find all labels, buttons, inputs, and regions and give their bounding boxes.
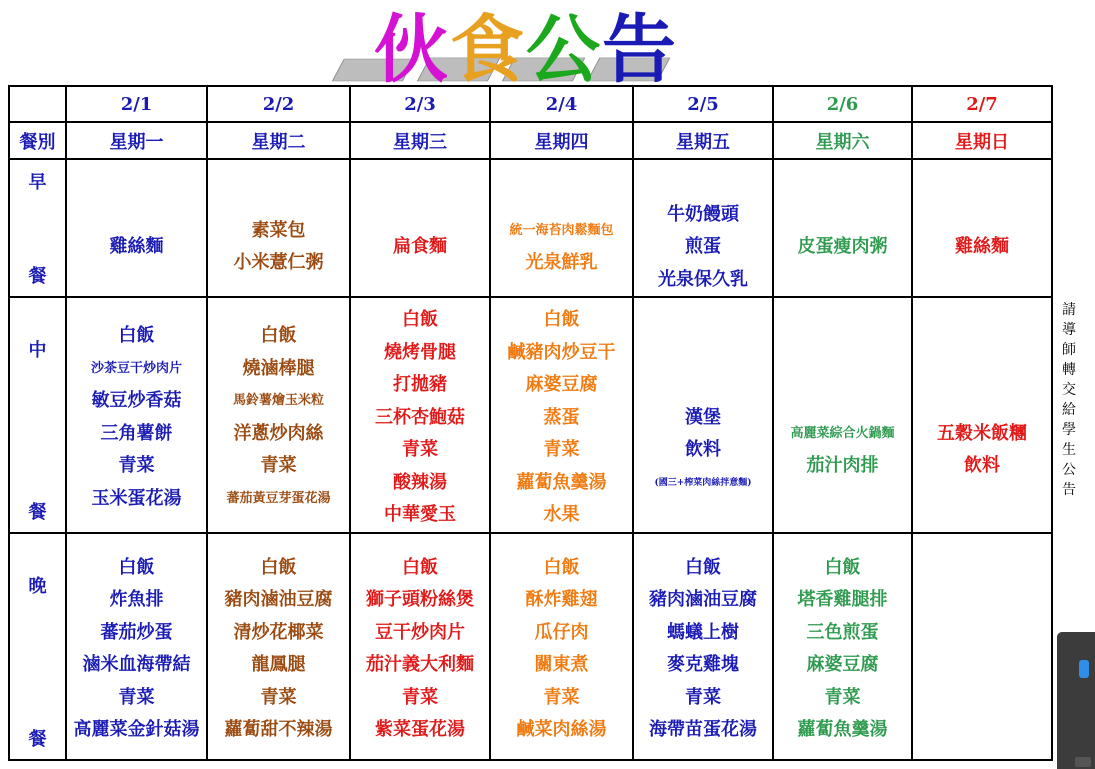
menu-item: 素菜包 [251, 219, 306, 241]
menu-item [634, 166, 772, 199]
date-cell: 2/1 [66, 86, 207, 122]
menu-item: 酥炸雞翅 [525, 589, 598, 610]
menu-item: 清炒花椰菜 [233, 621, 324, 643]
menu-item-list [67, 314, 206, 515]
menu-item: 青菜 [118, 686, 155, 708]
menu-item-list [774, 546, 911, 747]
menu-item: 沙茶豆干炒肉片 [90, 360, 182, 376]
menu-item: 煎蛋 [685, 236, 721, 257]
menu-item: 光泉保久乳 [658, 268, 748, 290]
menu-item: 蕃茄黃豆芽蛋花湯 [226, 490, 331, 506]
menu-item: 白飯 [402, 309, 438, 330]
menu-item: 螞蟻上樹 [667, 621, 739, 643]
side-note [1058, 300, 1080, 500]
date-cell: 2/7 [912, 86, 1052, 122]
menu-item: 關東煮 [534, 654, 589, 675]
corner-cell [9, 86, 66, 122]
menu-item: 三杯杏鮑菇 [375, 406, 465, 428]
menu-item: 燒滷棒腿 [242, 357, 315, 379]
title-char: 伙 [374, 7, 450, 93]
menu-item: 白飯 [118, 556, 155, 578]
menu-item-list [774, 347, 911, 483]
breakfast-row [9, 159, 1052, 297]
menu-cell [66, 297, 207, 533]
menu-item-list [208, 546, 349, 747]
side-note-char: 告 [1062, 482, 1076, 498]
menu-item: 打拋豬 [393, 374, 447, 395]
menu-item [913, 199, 1051, 232]
menu-item: 三角薯餅 [100, 422, 173, 444]
menu-item: 青菜 [260, 686, 297, 708]
menu-item: 酸辣湯 [393, 471, 447, 493]
menu-item-list [634, 160, 772, 296]
menu-item: 敏豆炒香菇 [91, 390, 182, 412]
menu-item: 青菜 [402, 439, 438, 460]
menu-item: 蕃茄炒蛋 [100, 621, 173, 643]
menu-item [774, 385, 911, 418]
menu-item: 蘿蔔魚羹湯 [516, 471, 607, 493]
menu-item-list [351, 298, 489, 532]
menu-item: 蘿蔔魚羹湯 [797, 719, 888, 740]
menu-cell [207, 533, 350, 760]
menu-cell [490, 533, 633, 760]
menu-item: 光泉鮮乳 [525, 252, 598, 274]
menu-item-list [491, 546, 632, 747]
menu-item: 白飯 [824, 556, 861, 578]
menu-item: 三色煎蛋 [806, 621, 879, 643]
weekday-cell: 星期二 [207, 122, 350, 159]
menu-item: 水果 [543, 504, 580, 525]
menu-item: 扁食麵 [393, 236, 447, 257]
menu-item: 滷米血海帶結 [82, 654, 191, 675]
menu-item: 白飯 [260, 556, 297, 578]
weekday-cell: 星期五 [633, 122, 773, 159]
menu-item: 洋蔥炒肉絲 [233, 422, 324, 444]
menu-item: 玉米蛋花湯 [91, 487, 182, 509]
weekday-row [9, 122, 1052, 159]
menu-item-list [774, 193, 911, 264]
title-char: 公 [526, 7, 602, 93]
menu-item: 五穀米飯糰 [937, 422, 1027, 444]
menu-item-list [491, 298, 632, 532]
menu-item: 青菜 [685, 686, 721, 708]
dinner-row [9, 533, 1052, 760]
scroll-widget[interactable] [1057, 632, 1095, 769]
menu-item: 牛奶饅頭 [667, 203, 739, 225]
menu-item [208, 182, 349, 215]
menu-item-list [208, 314, 349, 515]
menu-item-list [913, 643, 1051, 649]
meal-label [9, 297, 66, 533]
meal-label [9, 159, 66, 297]
menu-item [774, 353, 911, 386]
menu-item-list [491, 176, 632, 280]
menu-cell [207, 159, 350, 297]
weekday-cell: 星期四 [490, 122, 633, 159]
date-cell: 2/5 [633, 86, 773, 122]
menu-cell [490, 297, 633, 533]
menu-item: 高麗菜金針菇湯 [73, 719, 200, 740]
menu-item: 白飯 [118, 325, 155, 347]
menu-item [351, 199, 489, 232]
menu-item: 茄汁肉排 [806, 455, 879, 477]
menu-item-list [351, 546, 489, 747]
menu-item [634, 337, 772, 370]
menu-item: 小米薏仁粥 [233, 252, 324, 274]
menu-cell [350, 159, 490, 297]
menu-item [634, 369, 772, 402]
side-note-char: 轉 [1062, 362, 1076, 378]
menu-item: 蒸蛋 [543, 406, 580, 428]
menu-cell [912, 297, 1052, 533]
menu-item: 白飯 [402, 556, 438, 578]
menu-item: 青菜 [543, 439, 580, 460]
meal-label-bottom: 餐 [28, 728, 47, 750]
menu-item-list [67, 193, 206, 264]
menu-item: 中華愛玉 [384, 504, 456, 525]
date-cell: 2/6 [773, 86, 912, 122]
side-note-char: 導 [1062, 322, 1076, 338]
menu-item: 燒烤骨腿 [384, 341, 456, 363]
weekday-cell: 星期一 [66, 122, 207, 159]
menu-item-list [634, 546, 772, 747]
menu-item: 炸魚排 [109, 589, 164, 610]
menu-cell [633, 533, 773, 760]
scroll-down-icon[interactable] [1075, 757, 1091, 767]
menu-cell [773, 159, 912, 297]
weekday-cell: 星期六 [773, 122, 912, 159]
menu-cell [633, 297, 773, 533]
menu-item: 飲料 [685, 439, 721, 460]
menu-item: (國三+榨菜肉絲拌意麵) [654, 477, 752, 488]
menu-item: 皮蛋瘦肉粥 [797, 236, 888, 257]
menu-cell [912, 159, 1052, 297]
meal-type-header: 餐別 [9, 122, 66, 159]
menu-item: 青菜 [402, 686, 438, 708]
menu-item: 蘿蔔甜不辣湯 [224, 719, 333, 740]
meal-label-bottom: 餐 [28, 501, 47, 523]
menu-item [774, 199, 911, 232]
side-note-char: 公 [1062, 462, 1076, 478]
menu-cell [773, 297, 912, 533]
menu-item: 鹹菜肉絲湯 [516, 719, 607, 740]
date-cell: 2/3 [350, 86, 490, 122]
menu-item: 海帶苗蛋花湯 [649, 719, 757, 740]
menu-item: 漢堡 [685, 406, 721, 428]
meal-label [9, 533, 66, 760]
menu-item-list [208, 176, 349, 280]
menu-item-list [67, 546, 206, 747]
meal-label-top: 晚 [28, 575, 47, 597]
menu-item: 麻婆豆腐 [525, 374, 598, 395]
menu-item: 青菜 [543, 686, 580, 708]
menu-item-list [913, 347, 1051, 483]
menu-item: 龍鳳腿 [251, 654, 306, 675]
menu-item: 白飯 [260, 325, 297, 347]
title-char: 食 [450, 7, 526, 93]
menu-cell [66, 159, 207, 297]
side-note-char: 學 [1062, 422, 1076, 438]
menu-cell [912, 533, 1052, 760]
menu-item: 鹹豬肉炒豆干 [507, 341, 616, 363]
menu-item: 豬肉滷油豆腐 [224, 589, 333, 610]
menu-item: 白飯 [543, 309, 580, 330]
menu-item: 白飯 [685, 556, 721, 578]
side-note-char: 師 [1062, 342, 1076, 358]
menu-item-list [634, 331, 772, 500]
menu-item: 瓜仔肉 [534, 621, 589, 643]
menu-cell [350, 297, 490, 533]
scroll-thumb-icon[interactable] [1079, 660, 1089, 678]
menu-item: 麻婆豆腐 [806, 654, 879, 675]
menu-item [491, 182, 632, 215]
menu-item [913, 385, 1051, 418]
menu-item: 飲料 [964, 455, 1000, 477]
menu-item [913, 353, 1051, 386]
menu-item: 高麗菜綜合火鍋麵 [790, 425, 895, 441]
menu-item-list [913, 193, 1051, 264]
menu-item: 統一海苔肉鬆麵包 [509, 222, 614, 238]
date-cell: 2/4 [490, 86, 633, 122]
menu-cell [490, 159, 633, 297]
menu-cell [773, 533, 912, 760]
menu-item: 雞絲麵 [109, 236, 164, 257]
meal-label-bottom: 餐 [28, 266, 47, 287]
meal-label-top: 中 [28, 340, 47, 361]
menu-item: 豬肉滷油豆腐 [649, 589, 757, 610]
menu-item: 紫菜蛋花湯 [375, 719, 465, 740]
menu-cell [350, 533, 490, 760]
menu-item: 雞絲麵 [955, 236, 1009, 257]
side-note-char: 請 [1062, 302, 1076, 318]
menu-item: 麥克雞塊 [667, 654, 739, 675]
menu-item: 塔香雞腿排 [797, 589, 888, 610]
menu-item: 青菜 [260, 455, 297, 477]
menu-item-list [351, 193, 489, 264]
menu-item: 青菜 [118, 455, 155, 477]
menu-item: 茄汁義大利麵 [366, 654, 474, 675]
menu-item: 青菜 [824, 686, 861, 708]
menu-cell [633, 159, 773, 297]
date-row [9, 86, 1052, 122]
date-cell: 2/2 [207, 86, 350, 122]
side-note-char: 生 [1062, 442, 1076, 458]
menu-cell [207, 297, 350, 533]
menu-cell [66, 533, 207, 760]
menu-item: 豆干炒肉片 [375, 621, 465, 643]
lunch-row [9, 297, 1052, 533]
menu-item: 獅子頭粉絲煲 [366, 589, 474, 610]
side-note-char: 給 [1062, 402, 1076, 418]
title-char: 告 [602, 7, 678, 93]
menu-table [8, 85, 1053, 761]
weekday-cell: 星期日 [912, 122, 1052, 159]
menu-item [67, 199, 206, 232]
side-note-char: 交 [1062, 382, 1076, 398]
page-title [374, 2, 678, 98]
menu-item: 白飯 [543, 556, 580, 578]
menu-item: 馬鈴薯燴玉米粒 [232, 393, 324, 409]
weekday-cell: 星期三 [350, 122, 490, 159]
meal-label-top: 早 [28, 172, 47, 193]
